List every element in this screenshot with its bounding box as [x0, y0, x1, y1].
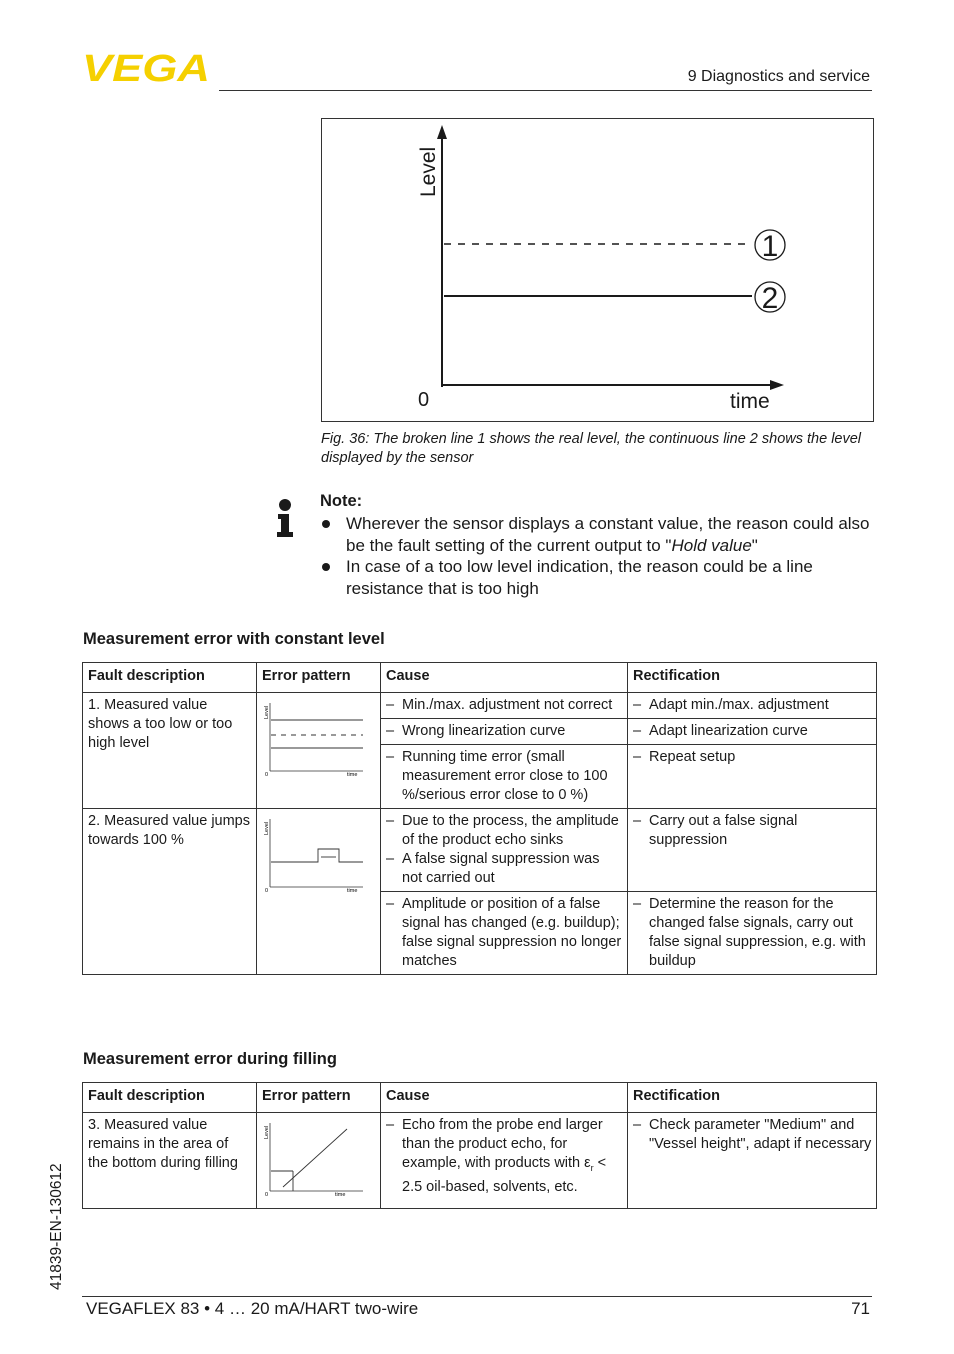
rectification-cell — [628, 745, 877, 809]
figure-36 — [321, 118, 874, 422]
x-axis-label: time — [730, 390, 770, 413]
note-list — [320, 513, 880, 599]
error-pattern-diagram — [261, 1117, 373, 1197]
pattern-x-label: time — [347, 772, 358, 777]
document-code: 41839-EN-130612 — [48, 1163, 65, 1290]
error-pattern — [257, 693, 381, 809]
table1-heading: Measurement error with constant level — [83, 630, 385, 648]
cause-item: – Due to the process, the amplitude of the product echo sinks — [386, 813, 619, 848]
figure-caption: Fig. 36: The broken line 1 shows the real level, the continuous line 2 shows the level displayed by the sensor — [321, 431, 862, 466]
fault-description: 1. Measured value shows a too low or too high level — [83, 693, 257, 809]
rectification-item: – Repeat setup — [633, 749, 736, 765]
error-pattern — [257, 1113, 381, 1209]
cause-item: – Amplitude or position of a false signal has changed (e.g. buildup); false signal suppression no longer matches — [386, 896, 622, 969]
rectification-item: – Carry out a false signal suppression — [633, 813, 798, 848]
error-pattern-diagram — [261, 813, 373, 893]
pattern-x-label: time — [347, 888, 358, 893]
cause-item: – Echo from the probe end larger than the product echo, for example, with products with $\varepsilon_r < 2.5$ oil-based, solvents, etc. — [386, 1117, 607, 1195]
pattern-origin: 0 — [265, 1192, 269, 1197]
header-divider — [219, 90, 872, 91]
column-header: Fault description — [83, 663, 257, 693]
table-header-row — [83, 663, 877, 693]
table-row — [83, 809, 877, 892]
pattern-y-label: Level — [264, 1125, 270, 1139]
y-axis-label: Level — [417, 146, 440, 197]
y-axis-arrow — [437, 125, 447, 139]
note-item-text-end: " — [751, 535, 758, 555]
pattern-y-label: Level — [264, 821, 270, 835]
constant-level-table — [82, 662, 877, 975]
origin-label: 0 — [418, 389, 430, 411]
rectification-cell — [628, 892, 877, 975]
table-row — [83, 693, 877, 719]
note-item — [320, 556, 880, 599]
cause-item: – Running time error (small measurement error close to 100 %/serious error close to 0 %) — [386, 749, 608, 803]
cause-cell — [381, 809, 628, 892]
pattern-origin: 0 — [265, 772, 269, 777]
pattern-y-label: Level — [264, 705, 270, 719]
rectification-cell — [628, 693, 877, 719]
footer-product: VEGAFLEX 83 • 4 … 20 mA/HART two-wire — [86, 1299, 419, 1318]
column-header: Cause — [381, 663, 628, 693]
column-header: Error pattern — [257, 663, 381, 693]
x-axis-arrow — [770, 380, 784, 390]
level-time-diagram — [322, 119, 875, 423]
logo-wordmark: VEGA — [82, 50, 210, 84]
cause-cell — [381, 745, 628, 809]
pattern-x-label: time — [335, 1192, 346, 1197]
note-item-text: Wherever the sensor displays a constant value, the reason could also be the fault setting of the current output to " — [346, 514, 870, 555]
rectification-item: – Determine the reason for the changed false signals, carry out false signal suppression, e.g. with buildup — [633, 896, 866, 969]
table-header-row — [83, 1083, 877, 1113]
rectification-item: – Adapt linearization curve — [633, 723, 808, 739]
rectification-cell — [628, 1113, 877, 1209]
page-number: 71 — [851, 1299, 870, 1318]
column-header: Error pattern — [257, 1083, 381, 1113]
note-title: Note: — [320, 492, 363, 510]
column-header: Rectification — [628, 663, 877, 693]
error-pattern — [257, 809, 381, 975]
column-header: Fault description — [83, 1083, 257, 1113]
vega-logo — [80, 50, 214, 84]
marker-2-label: 2 — [761, 282, 779, 315]
note-item-text: In case of a too low level indication, the reason could be a line resistance that is too high — [346, 557, 813, 598]
note-item-emphasis: Hold value — [671, 535, 752, 555]
fault-description: 3. Measured value remains in the area of the bottom during filling — [83, 1113, 257, 1209]
cause-cell — [381, 1113, 628, 1209]
footer-divider — [82, 1296, 872, 1297]
table2-heading: Measurement error during filling — [83, 1050, 337, 1068]
info-icon — [275, 498, 295, 538]
cause-cell — [381, 719, 628, 745]
permittivity-symbol: ε — [584, 1155, 591, 1171]
rectification-item: – Check parameter "Medium" and "Vessel height", adapt if necessary — [633, 1117, 872, 1152]
error-pattern-diagram — [261, 697, 373, 777]
cause-item: – Wrong linearization curve — [386, 723, 566, 739]
rectification-item: – Adapt min./max. adjustment — [633, 697, 829, 713]
rectification-cell — [628, 719, 877, 745]
table-row — [83, 1113, 877, 1209]
section-title: 9 Diagnostics and service — [687, 68, 870, 85]
pattern-origin: 0 — [265, 888, 269, 893]
cause-cell — [381, 693, 628, 719]
fault-description: 2. Measured value jumps towards 100 % — [83, 809, 257, 975]
column-header: Cause — [381, 1083, 628, 1113]
column-header: Rectification — [628, 1083, 877, 1113]
note-item — [320, 513, 880, 556]
cause-cell — [381, 892, 628, 975]
marker-1-label: 1 — [761, 230, 779, 263]
filling-error-table — [82, 1082, 877, 1209]
cause-item: – A false signal suppression was not carried out — [386, 851, 600, 886]
rectification-cell — [628, 809, 877, 892]
cause-item: – Min./max. adjustment not correct — [386, 697, 613, 713]
